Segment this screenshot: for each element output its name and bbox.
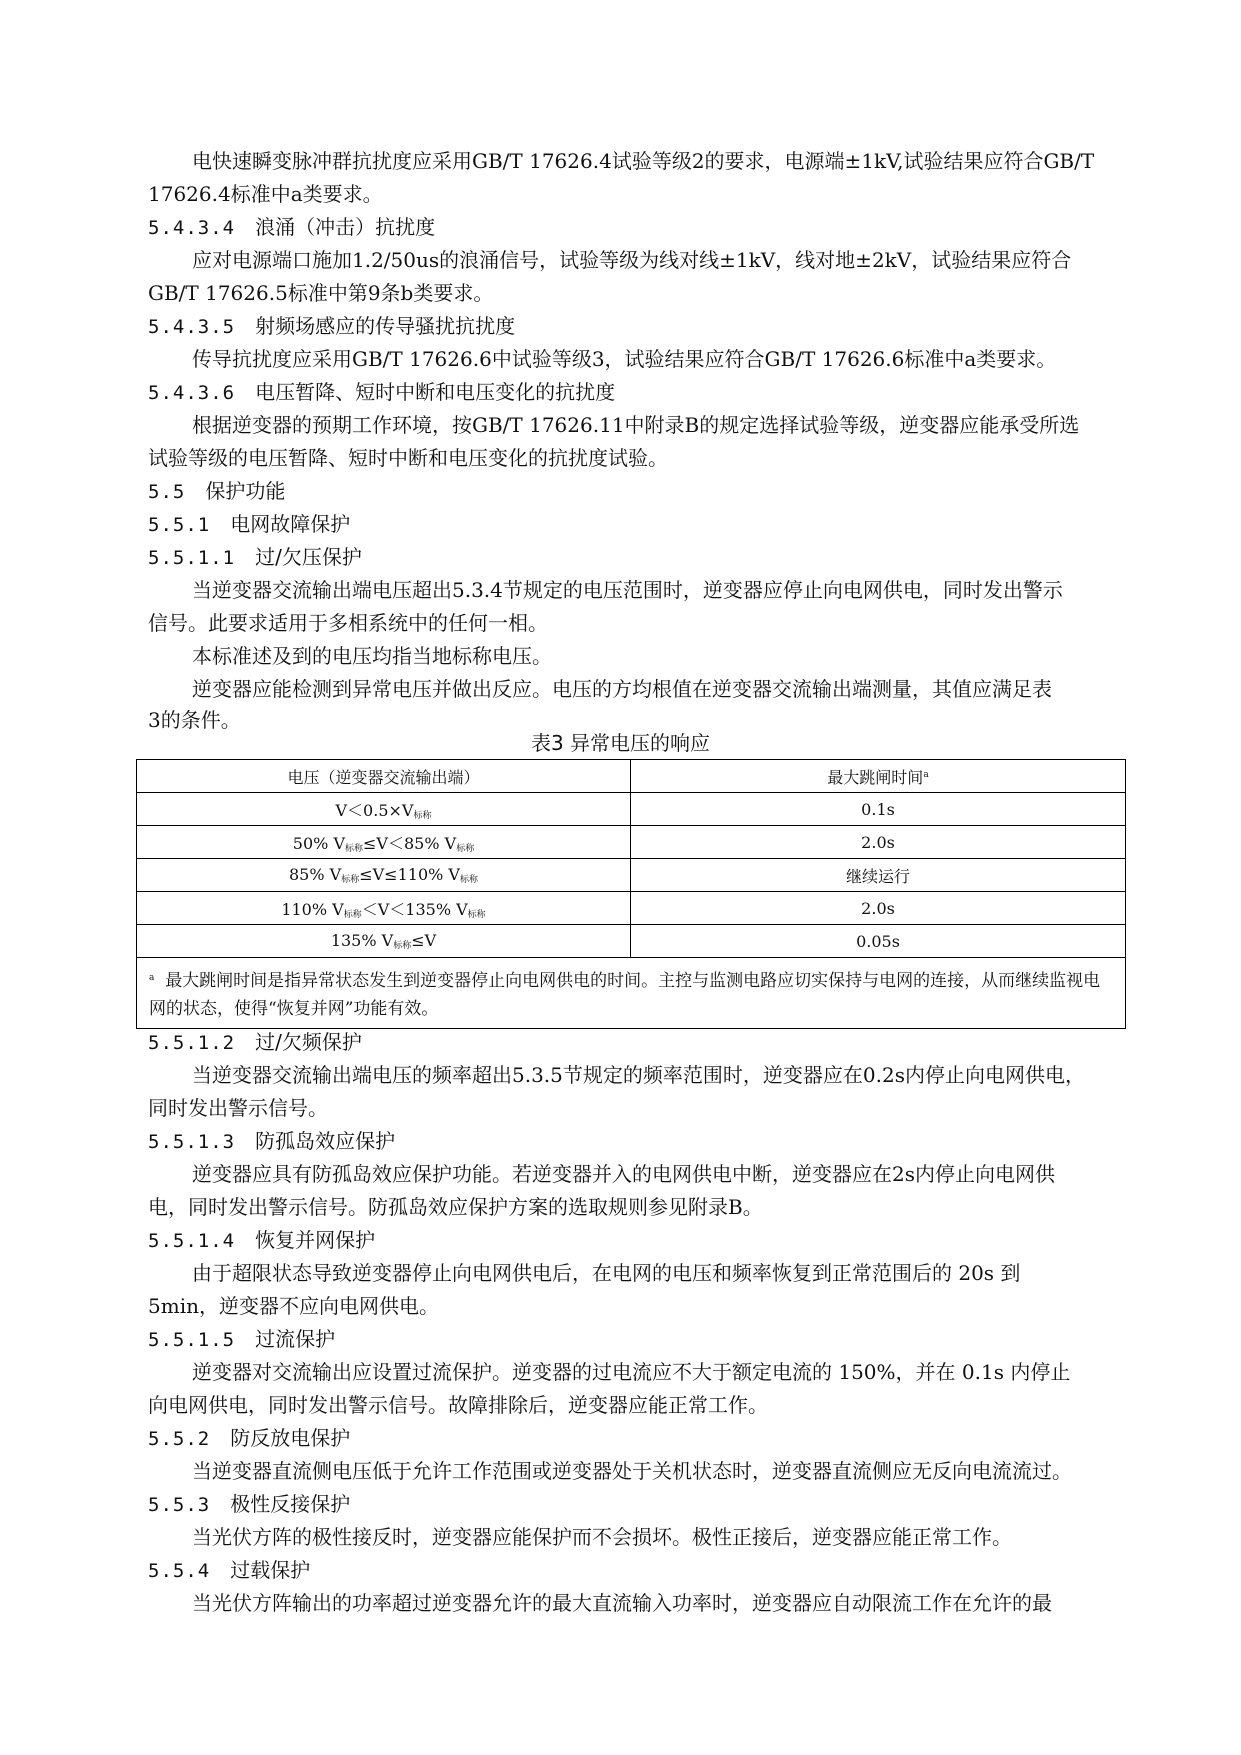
section-title: 过载保护 xyxy=(230,1558,311,1582)
paragraph-line: 当逆变器直流侧电压低于允许工作范围或逆变器处于关机状态时，逆变器直流侧应无反向电流流过。 xyxy=(192,1459,1072,1483)
paragraph-line: 电快速瞬变脉冲群抗扰度应采用GB/T 17626.4试验等级2的要求，电源端±1kV,试验结果应符合GB/T xyxy=(192,149,1095,173)
subscript-nominal: 标称 xyxy=(343,909,362,920)
subscript-nominal: 标称 xyxy=(456,843,475,854)
voltage-range-text: 50% V xyxy=(292,833,345,853)
section-title: 恢复并网保护 xyxy=(255,1228,376,1252)
section-heading xyxy=(148,1126,395,1157)
table-row xyxy=(137,826,1126,859)
section-heading xyxy=(148,1324,335,1355)
table-row xyxy=(137,925,1126,958)
section-number: 5.5.1.1 xyxy=(148,547,236,569)
trip-time-cell: 0.1s xyxy=(631,793,1126,826)
trip-time-cell: 0.05s xyxy=(631,925,1126,958)
voltage-range-cell xyxy=(137,859,631,892)
section-number: 5.4.3.5 xyxy=(148,316,236,338)
table-footnote xyxy=(137,958,1126,1029)
section-title: 极性反接保护 xyxy=(230,1492,351,1516)
subscript-nominal: 标称 xyxy=(459,875,478,885)
section-number: 5.4.3.6 xyxy=(148,382,236,404)
voltage-range-text: ＜V＜135% V xyxy=(361,899,468,919)
section-heading xyxy=(148,542,362,573)
footnote-marker: a xyxy=(923,769,929,780)
paragraph-line: 3的条件。 xyxy=(148,708,241,732)
paragraph-line: 根据逆变器的预期工作环境，按GB/T 17626.11中附录B的规定选择试验等级，逆变器应能承受所选 xyxy=(192,413,1080,437)
section-title: 防孤岛效应保护 xyxy=(255,1129,396,1153)
table-caption: 表3 异常电压的响应 xyxy=(530,731,711,755)
voltage-range-cell xyxy=(137,892,631,925)
header-voltage: 电压（逆变器交流输出端） xyxy=(137,760,631,793)
section-number: 5.5.1.3 xyxy=(148,1131,236,1153)
footnote-marker: a xyxy=(149,972,155,983)
section-heading xyxy=(148,1027,362,1058)
section-title: 电压暂降、短时中断和电压变化的抗扰度 xyxy=(255,380,616,404)
paragraph-line: 5min，逆变器不应向电网供电。 xyxy=(148,1294,439,1318)
subscript-nominal: 标称 xyxy=(341,875,360,885)
table-footnote-row xyxy=(137,958,1126,1029)
section-number: 5.5 xyxy=(148,481,186,503)
paragraph-line: 逆变器应能检测到异常电压并做出反应。电压的方均根值在逆变器交流输出端测量，其值应满足表 xyxy=(192,677,1052,701)
paragraph-line: 逆变器应具有防孤岛效应保护功能。若逆变器并入的电网供电中断，逆变器应在2s内停止向电网供 xyxy=(192,1162,1055,1186)
paragraph-line: 本标准述及到的电压均指当地标称电压。 xyxy=(192,644,552,668)
paragraph-line: 电，同时发出警示信号。防孤岛效应保护方案的选取规则参见附录B。 xyxy=(148,1195,763,1219)
paragraph-line: 应对电源端口施加1.2/50us的浪涌信号，试验等级为线对线±1kV，线对地±2kV，试验结果应符合 xyxy=(192,248,1072,272)
paragraph-line: 同时发出警示信号。 xyxy=(148,1096,328,1120)
section-title: 过流保护 xyxy=(255,1327,336,1351)
voltage-range-text: ≤V xyxy=(411,931,437,950)
paragraph-line: 向电网供电，同时发出警示信号。故障排除后，逆变器应能正常工作。 xyxy=(148,1393,768,1417)
voltage-range-text: V＜0.5×V xyxy=(335,800,414,820)
section-title: 浪涌（冲击）抗扰度 xyxy=(255,215,436,239)
table-row xyxy=(137,859,1126,892)
section-heading xyxy=(148,377,615,408)
section-number: 5.5.1 xyxy=(148,514,211,536)
paragraph-line: 当光伏方阵输出的功率超过逆变器允许的最大直流输入功率时，逆变器应自动限流工作在允许的最 xyxy=(192,1591,1052,1615)
paragraph-line: 17626.4标准中a类要求。 xyxy=(148,182,383,206)
section-heading xyxy=(148,212,435,243)
section-number: 5.5.3 xyxy=(148,1494,211,1516)
section-heading xyxy=(148,1423,350,1454)
section-title: 过/欠频保护 xyxy=(255,1030,362,1054)
section-title: 过/欠压保护 xyxy=(255,545,362,569)
voltage-range-text: 110% V xyxy=(281,899,344,919)
paragraph-line: 逆变器对交流输出应设置过流保护。逆变器的过电流应不大于额定电流的 150%，并在 0.1s 内停止 xyxy=(192,1360,1071,1384)
table-row xyxy=(137,892,1126,925)
section-heading xyxy=(148,1489,350,1520)
paragraph-line: 当逆变器交流输出端电压的频率超出5.3.5节规定的频率范围时，逆变器应在0.2s内停止向电网供电， xyxy=(192,1063,1085,1087)
abnormal-voltage-table xyxy=(136,759,1126,1029)
section-heading xyxy=(148,311,515,342)
section-number: 5.5.1.4 xyxy=(148,1230,236,1252)
trip-time-cell: 2.0s xyxy=(631,826,1126,859)
section-heading xyxy=(148,509,350,540)
subscript-nominal: 标称 xyxy=(413,810,432,821)
paragraph-line: 由于超限状态导致逆变器停止向电网供电后，在电网的电压和频率恢复到正常范围后的 20s 到 xyxy=(192,1261,1021,1285)
section-number: 5.5.4 xyxy=(148,1560,211,1582)
paragraph-line: 传导抗扰度应采用GB/T 17626.6中试验等级3，试验结果应符合GB/T 17626.6标准中a类要求。 xyxy=(192,347,1057,371)
voltage-range-text: 135% V xyxy=(330,931,394,950)
section-title: 保护功能 xyxy=(205,479,286,503)
section-number: 5.4.3.4 xyxy=(148,217,236,239)
paragraph-line: 试验等级的电压暂降、短时中断和电压变化的抗扰度试验。 xyxy=(148,446,668,470)
section-title: 电网故障保护 xyxy=(230,512,351,536)
section-heading xyxy=(148,476,285,507)
paragraph-line: 信号。此要求适用于多相系统中的任何一相。 xyxy=(148,611,548,635)
paragraph-line: 当光伏方阵的极性接反时，逆变器应能保护而不会损坏。极性正接后，逆变器应能正常工作。 xyxy=(192,1525,1012,1549)
section-heading xyxy=(148,1555,310,1586)
header-max-trip-time xyxy=(631,760,1126,793)
header-time-label: 最大跳闸时间 xyxy=(827,767,924,787)
section-number: 5.5.1.2 xyxy=(148,1032,236,1054)
voltage-range-text: ≤V≤110% V xyxy=(359,865,460,884)
trip-time-cell: 继续运行 xyxy=(631,859,1126,892)
voltage-range-cell xyxy=(137,793,631,826)
voltage-range-text: ≤V＜85% V xyxy=(363,833,457,853)
section-title: 射频场感应的传导骚扰抗扰度 xyxy=(255,314,516,338)
table-header-row xyxy=(137,760,1126,793)
table-row xyxy=(137,793,1126,826)
subscript-nominal: 标称 xyxy=(467,909,486,920)
trip-time-cell: 2.0s xyxy=(631,892,1126,925)
section-heading xyxy=(148,1225,375,1256)
subscript-nominal: 标称 xyxy=(345,843,364,854)
paragraph-line: 当逆变器交流输出端电压超出5.3.4节规定的电压范围时，逆变器应停止向电网供电，同时发出警示 xyxy=(192,578,1063,602)
voltage-range-cell xyxy=(137,925,631,958)
paragraph-line: GB/T 17626.5标准中第9条b类要求。 xyxy=(148,281,494,305)
subscript-nominal: 标称 xyxy=(393,941,412,951)
section-number: 5.5.2 xyxy=(148,1428,211,1450)
voltage-range-cell xyxy=(137,826,631,859)
voltage-range-text: 85% V xyxy=(289,865,342,884)
section-title: 防反放电保护 xyxy=(230,1426,351,1450)
section-number: 5.5.1.5 xyxy=(148,1329,236,1351)
footnote-text: 最大跳闸时间是指异常状态发生到逆变器停止向电网供电的时间。主控与监测电路应切实保持与电网的连接，从而继续监视电网的状态，使得“恢复并网”功能有效。 xyxy=(149,970,1101,1019)
